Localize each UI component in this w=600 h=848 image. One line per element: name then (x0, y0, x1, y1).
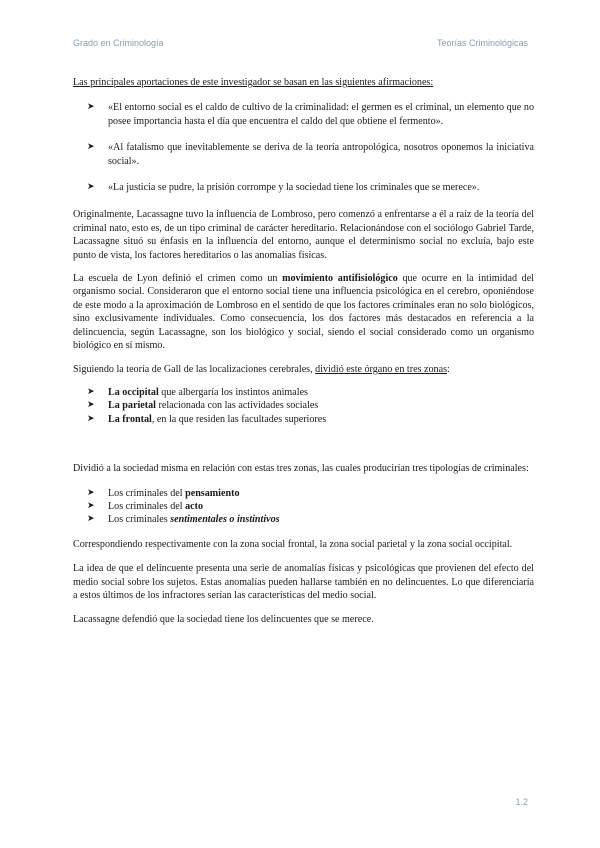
arrow-bullet-icon: ➤ (87, 102, 95, 113)
quote-text: «Al fatalismo que inevitablemente se deriva de la teoría antropológica, nosotros oponemos la iniciativa social». (108, 142, 534, 167)
underlined-phrase: dividió este órgano en tres zonas (315, 363, 447, 375)
paragraph-society: Dividió a la sociedad misma en relación con estas tres zonas, las cuales producirían tres tipologías de criminales: (73, 463, 529, 475)
type-item: ➤ Los criminales sentimentales o instintivos (87, 514, 280, 526)
zone-item: ➤ La parietal relacionada con las actividades sociales (87, 400, 319, 412)
quote-item (73, 141, 534, 168)
arrow-bullet-icon: ➤ (87, 500, 95, 511)
header-left: Grado en Criminología (73, 38, 164, 48)
zone-item: ➤ La frontal, en la que residen las facultades superiores (87, 413, 327, 425)
paragraph-correspondence: Correspondiendo respectivamente con la zona social frontal, la zona social parietal y la zona social occipital. (73, 538, 513, 550)
paragraph-lombroso: Originalmente, Lacassagne tuvo la influencia de Lombroso, pero comenzó a enfrentarse a él a raíz de la teoría del criminal nato, esto es, de un tipo criminal de carácter hereditario. Relacionándose con el sociólogo Gabriel Tarde, Lacassagne situó su énfasis en la influencia del entorno, aunque el determinismo social no excluía, bajo este punto de vista, los factores hereditarios o las anomalías físicas. (73, 209, 534, 261)
arrow-bullet-icon: ➤ (87, 487, 95, 498)
arrow-bullet-icon: ➤ (87, 413, 95, 424)
arrow-bullet-icon: ➤ (87, 142, 95, 153)
arrow-bullet-icon: ➤ (87, 514, 95, 525)
bold-term: movimiento antifisiológico (282, 273, 398, 285)
quote-text: «La justicia se pudre, la prisión corrompe y la sociedad tiene los criminales que se merece». (108, 182, 480, 194)
page-number: 1.2 (515, 797, 528, 807)
quote-item (73, 181, 534, 194)
type-item: ➤ Los criminales del acto (87, 500, 204, 512)
paragraph-anomalies: La idea de que el delincuente presenta una serie de anomalías físicas y psicológicas que provienen del efecto del medio social sobre los sujetos. Estas anomalías pueden hallarse también en no delincuentes. Lo que diferenciaría a estos últimos de los infractores serían las características del medio social. (73, 563, 534, 601)
arrow-bullet-icon: ➤ (87, 386, 95, 397)
zone-item: ➤ La occipital que albergaría los instintos animales (87, 386, 308, 398)
header-right: Teorías Criminológicas (436, 38, 528, 48)
quote-text: «El entorno social es el caldo de cultivo de la criminalidad: el germen es el criminal, un elemento que no posee importancia hasta el día que encuentra el caldo del que obtiene el fermento». (108, 102, 534, 127)
intro-line: Las principales aportaciones de este investigador se basan en las siguientes afirmaciones: (73, 77, 434, 88)
paragraph-gall: Siguiendo la teoría de Gall de las localizaciones cerebrales, dividió este órgano en tres zonas: (73, 363, 450, 375)
type-item: ➤ Los criminales del pensamiento (87, 487, 240, 499)
paragraph-lyon-school: La escuela de Lyon definió el crimen como un movimiento antifisiológico que ocurre en la intimidad del organismo social. Consideraron que el entorno social tiene una influencia psicológica en el cerebro, oponiéndose de este modo a la aproximación de Lombroso en el sentido de que los factores criminales eran no solo biológicos, sino exclusivamente individuales. Como consecuencia, los dos factores más destacados en referencia a la delincuencia, según Lacassagne, son los biológico y social, siendo el social considerado como un organismo biológico en sí mismo. (73, 273, 534, 352)
arrow-bullet-icon: ➤ (87, 400, 95, 411)
arrow-bullet-icon: ➤ (87, 182, 95, 193)
quote-item (73, 101, 534, 128)
paragraph-conclusion: Lacassagne defendió que la sociedad tiene los delincuentes que se merece. (73, 614, 374, 626)
document-body (73, 76, 534, 627)
